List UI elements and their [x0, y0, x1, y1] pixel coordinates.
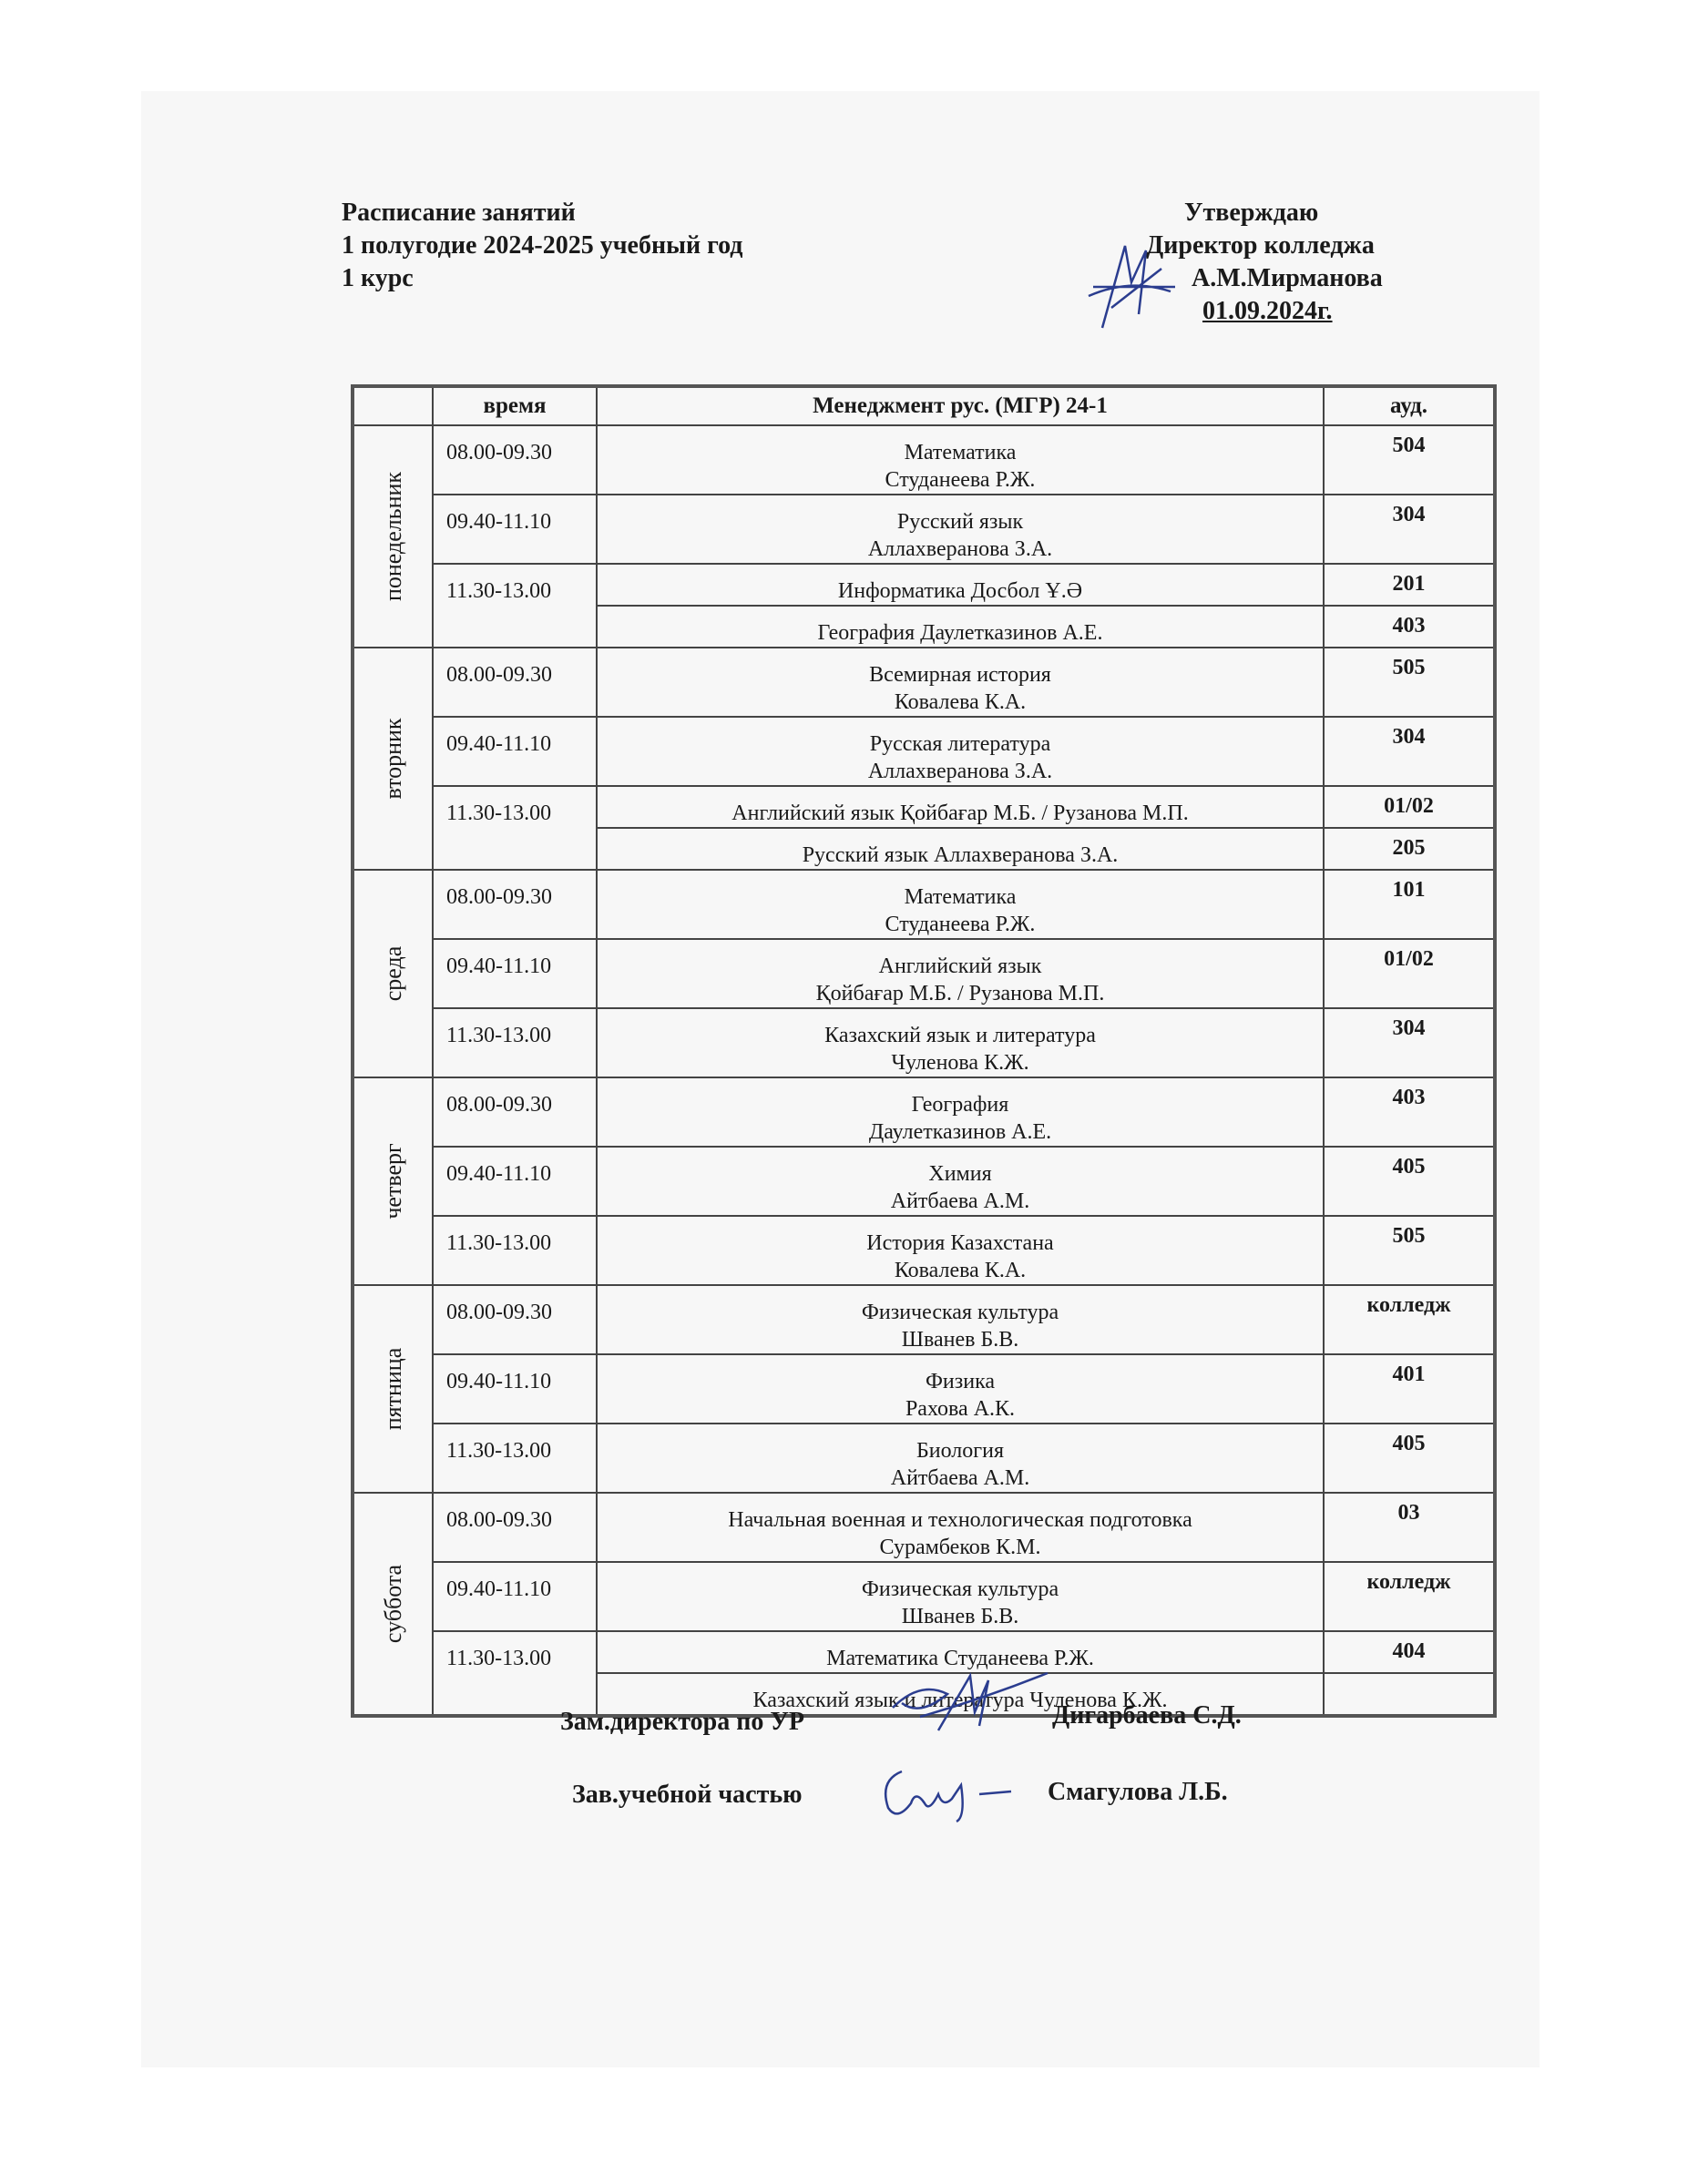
day-name: среда	[379, 945, 406, 1002]
table-row	[353, 1562, 1495, 1631]
teacher-name: Қойбағар М.Б. / Рузанова М.П.	[815, 982, 1105, 1005]
day-cell	[353, 425, 433, 648]
time-cell: 08.00-09.30	[433, 425, 597, 495]
subject-name: География Даулетказинов А.Е.	[817, 621, 1103, 645]
subject-cell	[597, 1077, 1324, 1147]
header-group: Менеджмент рус. (МГР) 24-1	[597, 386, 1324, 425]
teacher-name: Аллахверанова З.А.	[867, 537, 1053, 561]
room-cell: 504	[1324, 425, 1495, 495]
subject-name: Русский язык	[896, 510, 1024, 534]
day-name: суббота	[379, 1564, 406, 1644]
teacher-name: Шванев Б.В.	[901, 1328, 1019, 1352]
teacher-name: Айтбаева А.М.	[890, 1466, 1030, 1490]
head-title: Зав.учебной частью	[572, 1781, 803, 1809]
teacher-name: Рахова А.К.	[905, 1397, 1016, 1421]
table-row	[353, 1285, 1495, 1354]
subject-name: Русская литература	[869, 732, 1051, 756]
subject-cell	[597, 648, 1324, 717]
subject-cell	[597, 1562, 1324, 1631]
subject-name: Математика	[904, 441, 1017, 464]
time-cell: 09.40-11.10	[433, 939, 597, 1008]
room-cell: 401	[1324, 1354, 1495, 1424]
teacher-name: Ковалева К.А.	[894, 690, 1027, 714]
time-cell: 09.40-11.10	[433, 717, 597, 786]
room-cell: 01/02	[1324, 786, 1495, 828]
time-cell: 09.40-11.10	[433, 495, 597, 564]
subject-cell	[597, 1285, 1324, 1354]
room-cell: 405	[1324, 1424, 1495, 1493]
table-row	[353, 648, 1495, 717]
table-row	[353, 1493, 1495, 1562]
subject-name: Математика Студанеева Р.Ж.	[826, 1647, 1094, 1670]
subject-name: Информатика Досбол Ұ.Ә	[837, 579, 1083, 603]
day-name: понедельник	[379, 471, 406, 602]
subject-cell	[597, 1008, 1324, 1077]
header-line-title: Расписание занятий	[342, 199, 576, 227]
teacher-name: Сурамбеков К.М.	[879, 1536, 1041, 1559]
table-header-row	[353, 386, 1495, 425]
subject-name: Математика	[904, 885, 1017, 909]
subject-cell	[597, 1493, 1324, 1562]
subject-cell	[597, 1216, 1324, 1285]
time-cell: 09.40-11.10	[433, 1562, 597, 1631]
subject-name: Физическая культура	[861, 1301, 1059, 1324]
time-cell: 11.30-13.00	[433, 1424, 597, 1493]
subject-name: Русский язык Аллахверанова З.А.	[802, 843, 1119, 867]
table-row	[353, 425, 1495, 495]
room-cell: 304	[1324, 1008, 1495, 1077]
time-cell: 08.00-09.30	[433, 870, 597, 939]
director-name: А.М.Мирманова	[1192, 264, 1383, 292]
room-cell: 304	[1324, 495, 1495, 564]
subject-cell	[597, 1147, 1324, 1216]
head-name: Смагулова Л.Б.	[1048, 1778, 1228, 1806]
subject-cell	[597, 939, 1324, 1008]
header-line-course: 1 курс	[342, 264, 414, 292]
room-cell: 201	[1324, 564, 1495, 606]
day-cell	[353, 870, 433, 1077]
subject-cell	[597, 495, 1324, 564]
deputy-signature	[884, 1662, 1057, 1744]
day-name: вторник	[379, 718, 406, 800]
header-room: ауд.	[1324, 386, 1495, 425]
subject-cell	[597, 1354, 1324, 1424]
room-cell: 505	[1324, 648, 1495, 717]
day-cell	[353, 648, 433, 870]
room-cell: 205	[1324, 828, 1495, 870]
subject-name: Английский язык	[878, 954, 1042, 978]
day-name: четверг	[379, 1143, 406, 1220]
time-cell: 08.00-09.30	[433, 1285, 597, 1354]
day-cell	[353, 1077, 433, 1285]
room-cell: 101	[1324, 870, 1495, 939]
subject-name: Всемирная история	[869, 663, 1051, 687]
deputy-name: Дигарбаева С.Д.	[1052, 1701, 1242, 1730]
subject-name: Английский язык Қойбағар М.Б. / Рузанова М.П.	[731, 801, 1189, 825]
table-row	[353, 564, 1495, 606]
time-cell: 09.40-11.10	[433, 1354, 597, 1424]
subject-name: География	[911, 1093, 1009, 1117]
subject-cell	[597, 606, 1324, 648]
table-row	[353, 1077, 1495, 1147]
time-cell: 11.30-13.00	[433, 564, 597, 648]
subject-name: История Казахстана	[866, 1231, 1054, 1255]
schedule-header	[342, 197, 742, 295]
subject-name: Биология	[916, 1439, 1004, 1463]
subject-cell	[597, 564, 1324, 606]
room-cell: 01/02	[1324, 939, 1495, 1008]
time-cell: 11.30-13.00	[433, 1008, 597, 1077]
subject-name: Физика	[925, 1370, 996, 1393]
room-cell: 404	[1324, 1631, 1495, 1673]
time-cell: 08.00-09.30	[433, 1077, 597, 1147]
teacher-name: Аллахверанова З.А.	[867, 760, 1053, 783]
approval-date: 01.09.2024г.	[1202, 297, 1333, 325]
subject-name: Физическая культура	[861, 1577, 1059, 1601]
header-time: время	[433, 386, 597, 425]
room-cell: 405	[1324, 1147, 1495, 1216]
room-cell: 403	[1324, 606, 1495, 648]
subject-cell	[597, 828, 1324, 870]
room-cell: 03	[1324, 1493, 1495, 1562]
table-row	[353, 495, 1495, 564]
director-signature	[1075, 228, 1184, 337]
teacher-name: Ковалева К.А.	[894, 1259, 1027, 1282]
teacher-name: Даулетказинов А.Е.	[868, 1120, 1052, 1144]
subject-name: Казахский язык и литература	[824, 1024, 1096, 1047]
day-name: пятница	[379, 1347, 406, 1431]
teacher-name: Шванев Б.В.	[901, 1605, 1019, 1628]
table-row	[353, 1354, 1495, 1424]
head-signature	[875, 1753, 1020, 1826]
time-cell: 11.30-13.00	[433, 1216, 597, 1285]
table-row	[353, 717, 1495, 786]
subject-name: Начальная военная и технологическая подготовка	[728, 1508, 1192, 1532]
time-cell: 08.00-09.30	[433, 648, 597, 717]
subject-cell	[597, 870, 1324, 939]
subject-cell	[597, 425, 1324, 495]
deputy-title: Зам.директора по УР	[560, 1708, 805, 1736]
room-cell: колледж	[1324, 1562, 1495, 1631]
table-row	[353, 1216, 1495, 1285]
teacher-name: Айтбаева А.М.	[890, 1189, 1030, 1213]
table-row	[353, 786, 1495, 828]
header-line-semester: 1 полугодие 2024-2025 учебный год	[342, 231, 743, 260]
time-cell: 11.30-13.00	[433, 786, 597, 870]
day-cell	[353, 1285, 433, 1493]
table-row	[353, 1147, 1495, 1216]
director-title: Директор колледжа	[1146, 231, 1375, 260]
table-row	[353, 870, 1495, 939]
table-row	[353, 939, 1495, 1008]
time-cell: 08.00-09.30	[433, 1493, 597, 1562]
teacher-name: Чуленова К.Ж.	[891, 1051, 1029, 1075]
approve-label: Утверждаю	[1184, 199, 1319, 227]
day-cell	[353, 1493, 433, 1716]
time-cell: 11.30-13.00	[433, 1631, 597, 1716]
table-row	[353, 1008, 1495, 1077]
subject-cell	[597, 1424, 1324, 1493]
schedule-table	[351, 384, 1497, 1718]
room-cell	[1324, 1673, 1495, 1716]
subject-cell	[597, 717, 1324, 786]
room-cell: 304	[1324, 717, 1495, 786]
table-row	[353, 1424, 1495, 1493]
subject-cell	[597, 786, 1324, 828]
header-day-cell	[353, 386, 433, 425]
room-cell: 505	[1324, 1216, 1495, 1285]
room-cell: колледж	[1324, 1285, 1495, 1354]
teacher-name: Студанеева Р.Ж.	[885, 468, 1036, 492]
subject-name: Казахский язык и литература Чуленова К.Ж.	[752, 1689, 1168, 1712]
room-cell: 403	[1324, 1077, 1495, 1147]
subject-name: Химия	[928, 1162, 992, 1186]
teacher-name: Студанеева Р.Ж.	[885, 913, 1036, 936]
time-cell: 09.40-11.10	[433, 1147, 597, 1216]
